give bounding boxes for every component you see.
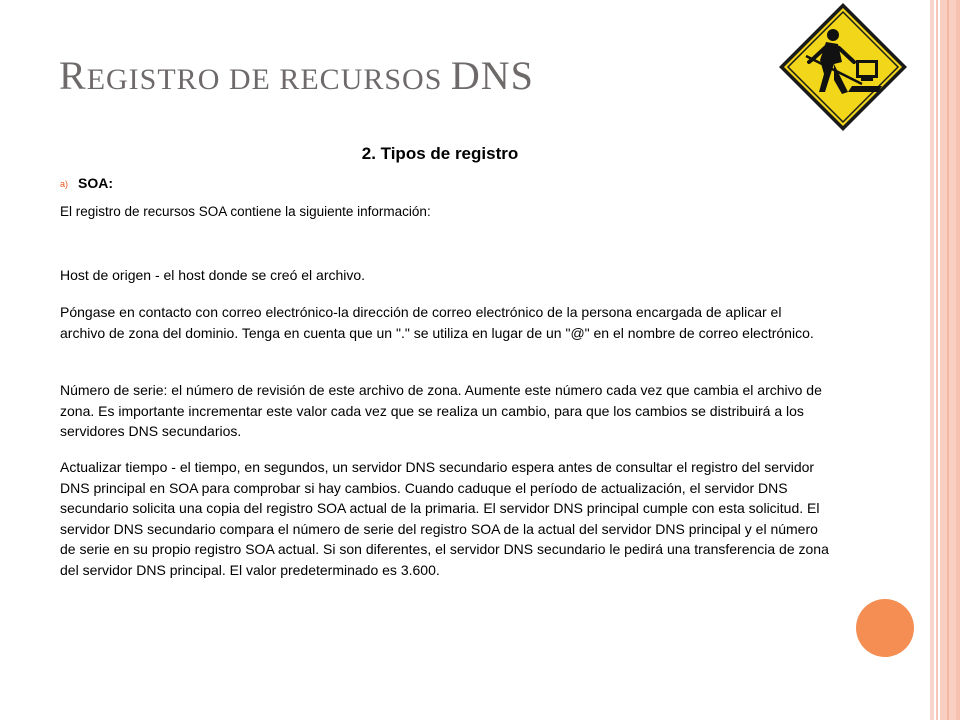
paragraph-serial-number: Número de serie: el número de revisión de este archivo de zona. Aumente este número cada vez que cambia el archivo de zona. Es importante incrementar este valor cada vez que se realiza un cambio, para que los cambios se distribuirá a los servidores DNS secundarios.	[60, 382, 822, 439]
decorative-circle	[856, 599, 914, 657]
right-stripe-1	[930, 0, 934, 720]
paragraph-contact-email: Póngase en contacto con correo electrónico-la dirección de correo electrónico de la persona encargada de aplicar el archivo de zona del dominio. Tenga en cuenta que un "." se utiliza en lugar de un "@" en el nombre de correo electrónico.	[60, 304, 814, 341]
right-stripe-5	[956, 0, 960, 720]
title-smallcaps: EGISTRO DE RECURSOS	[86, 63, 451, 96]
bullet-marker: a)	[60, 179, 69, 189]
paragraph-host-origin: Host de origen - el host donde se creó el archivo.	[60, 267, 366, 283]
bullet-item	[60, 175, 113, 191]
paragraph-refresh-time: Actualizar tiempo - el tiempo, en segundos, un servidor DNS secundario espera antes de consultar el registro del servidor DNS principal en SOA para comprobar si hay cambios. Cuando caduque el período de actualización, el servidor DNS secundario solicita una copia del registro SOA actual de la primaria. El servidor DNS principal cumple con esta solicitud. El servidor DNS secundario compara el número de serie del registro SOA de la actual del servidor DNS principal y el número de serie en su propio registro SOA actual. Si son diferentes, el servidor DNS secundario le pedirá una transferencia de zona del servidor DNS principal. El valor predeterminado es 3.600.	[60, 459, 829, 578]
intro-text: El registro de recursos SOA contiene la siguiente información:	[60, 204, 431, 219]
slide-title	[59, 52, 534, 99]
right-stripe-2	[936, 0, 938, 720]
title-dns: DNS	[450, 53, 534, 98]
title-initial: R	[59, 53, 87, 98]
bullet-label: SOA:	[78, 175, 114, 191]
section-subtitle: 2. Tipos de registro	[361, 144, 519, 163]
construction-worker-sign-icon	[776, 0, 910, 135]
right-stripe-4	[947, 0, 949, 720]
